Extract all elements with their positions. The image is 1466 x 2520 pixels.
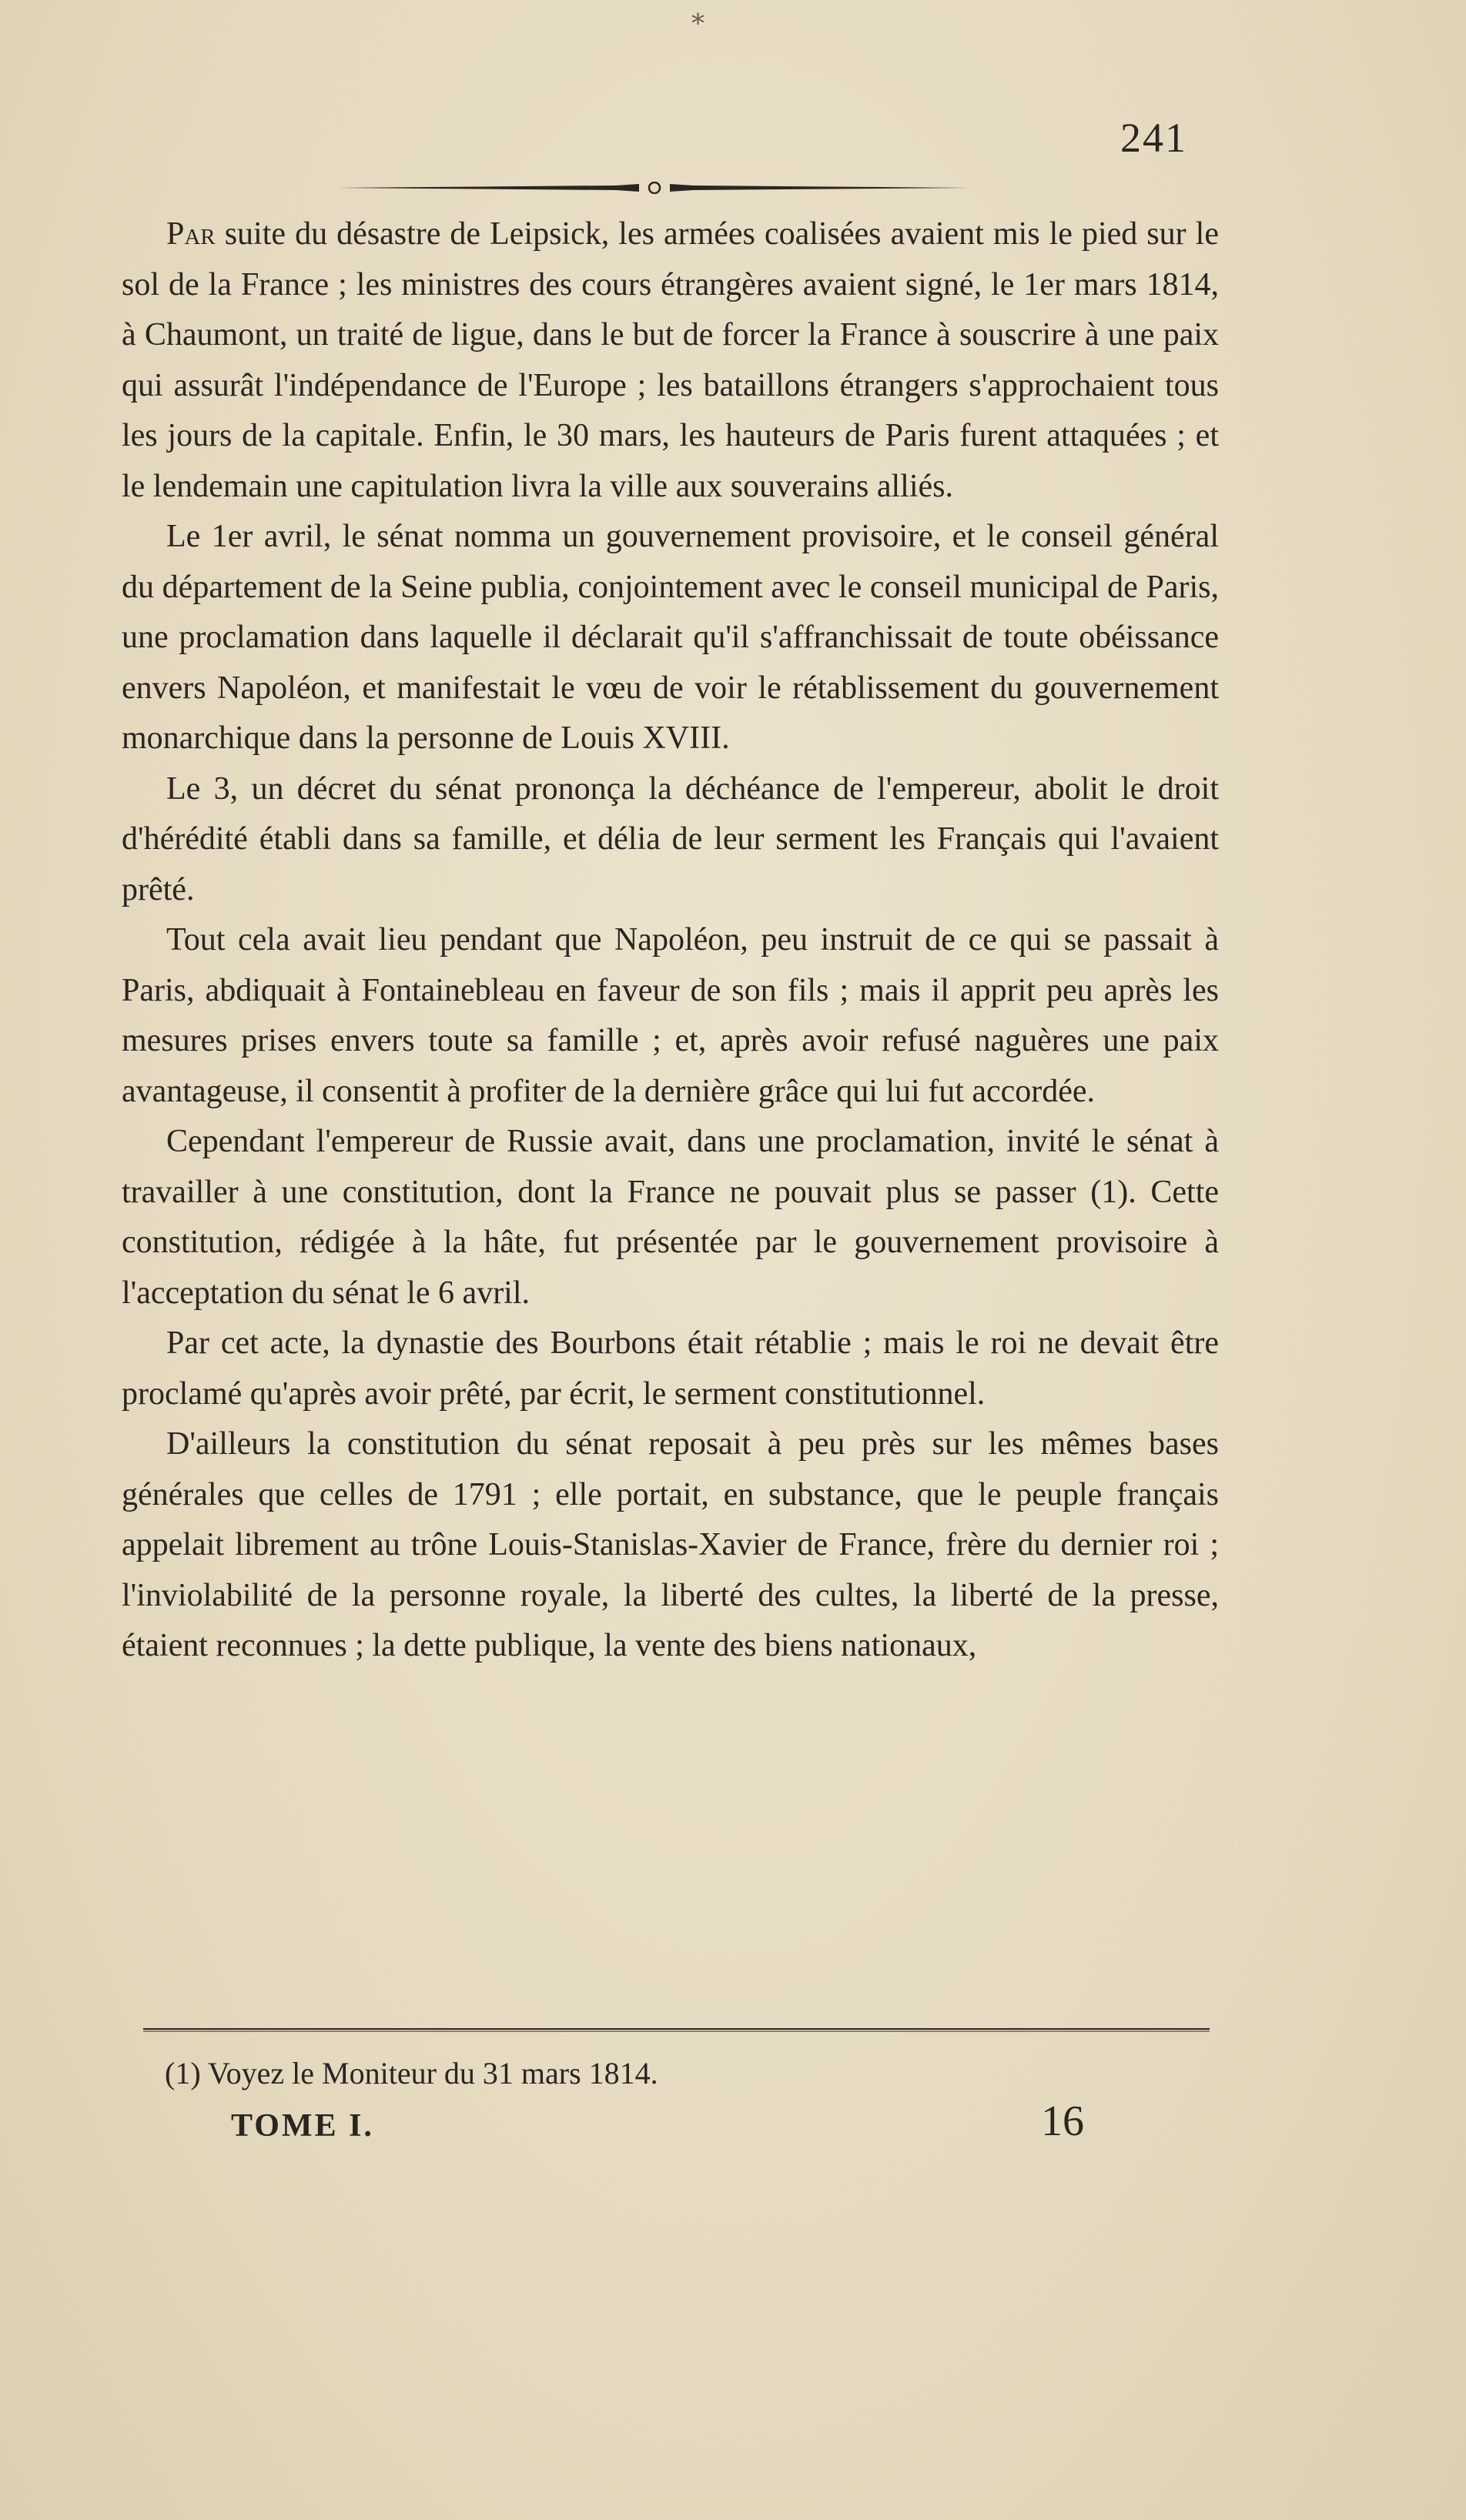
paragraph: Par cet acte, la dynastie des Bourbons était rétablie ; mais le roi ne devait être proclamé qu'après avoir prêté, par écrit, le serment constitutionnel. <box>122 1325 1219 1412</box>
paragraph: Le 1er avril, le sénat nomma un gouvernement provisoire, et le conseil général du département de la Seine publia, conjointement avec le conseil municipal de Paris, une proclamation dans laquelle il déclarait qu'il s'affranchissait de toute obéissance envers Napoléon, et manifestait le vœu de voir le rétablissement du gouvernement monarchique dans la personne de Louis XVIII. <box>122 519 1219 756</box>
paragraph <box>122 209 1219 512</box>
opening-word: Par <box>166 216 216 252</box>
paragraph: Cependant l'empereur de Russie avait, dans une proclamation, invité le sénat à travailler à une constitution, dont la France ne pouvait plus se passer (1). Cette constitution, rédigée à la hâte, fut présentée par le gouvernement provisoire à l'acceptation du sénat le 6 avril. <box>122 1124 1219 1311</box>
page-number: 241 <box>1120 115 1187 161</box>
ornament-rule <box>339 182 970 194</box>
paragraph: D'ailleurs la constitution du sénat reposait à peu près sur les mêmes bases générales que celles de 1791 ; elle portait, en substance, que le peuple français appelait librement au trône Louis-Stanislas-Xavier de France, frère du dernier roi ; l'inviolabilité de la personne royale, la liberté des cultes, la liberté de la presse, étaient reconnues ; la dette publique, la vente des biens nationaux, <box>122 1426 1219 1663</box>
signature-mark: 16 <box>1041 2097 1084 2145</box>
paragraph: Le 3, un décret du sénat prononça la déchéance de l'empereur, abolit le droit d'hérédité établi dans sa famille, et délia de leur serment les Français qui l'avaient prêté. <box>122 770 1219 907</box>
paragraph: Tout cela avait lieu pendant que Napoléon, peu instruit de ce qui se passait à Paris, abdiquait à Fontainebleau en faveur de son fils ; mais il apprit peu après les mesures prises envers toute sa famille ; et, après avoir refusé naguères une paix avantageuse, il consentit à profiter de la dernière grâce qui lui fut accordée. <box>122 922 1219 1109</box>
footnote: (1) Voyez le Moniteur du 31 mars 1814. <box>165 2056 658 2091</box>
paragraph-text: suite du désastre de Leipsick, les armées coalisées avaient mis le pied sur le sol de la France ; les ministres des cours étrangères avaient signé, le 1er mars 1814, à Chaumont, un traité de ligue, dans le but de forcer la France à souscrire à une paix qui assurât l'indépendance de l'Europe ; les bataillons étrangers s'approchaient tous les jours de la capitale. Enfin, le 30 mars, les hauteurs de Paris furent attaquées ; et le lendemain une capitulation livra la ville aux souverains alliés. <box>122 216 1219 504</box>
body-text <box>122 209 1219 1672</box>
tome-label: TOME I. <box>231 2108 374 2144</box>
footnote-rule <box>143 2027 1210 2032</box>
margin-mark: ⁎ <box>691 2 705 30</box>
